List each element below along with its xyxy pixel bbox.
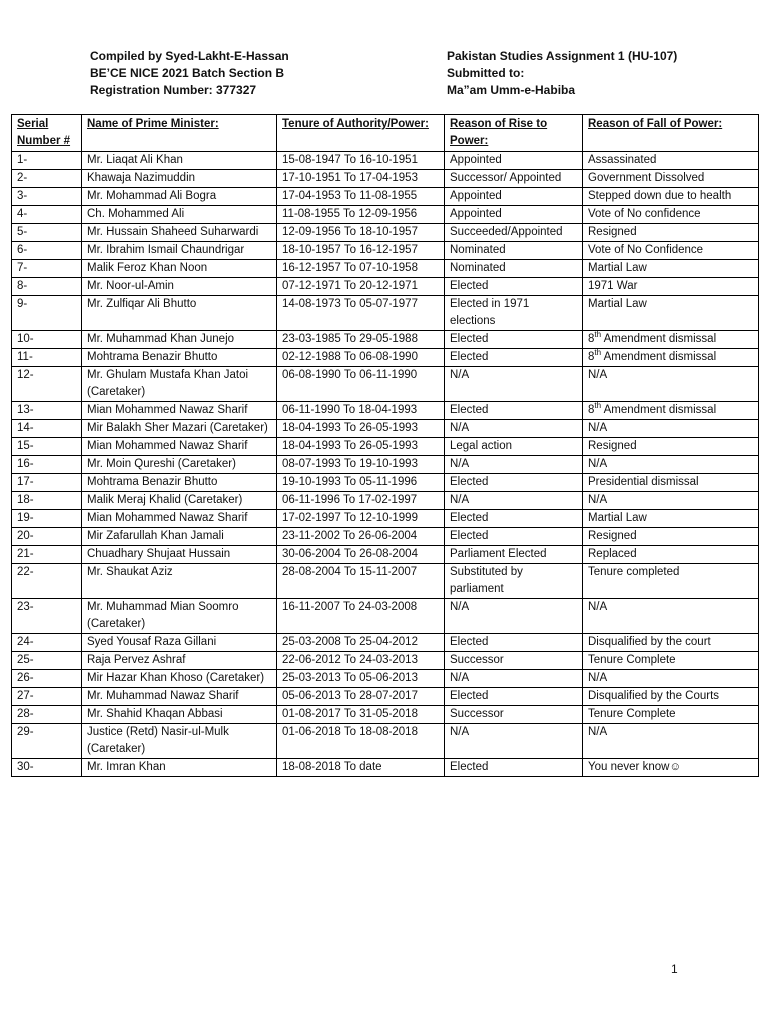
cell-serial-number: 1-: [12, 152, 82, 170]
cell-reason-fall: Vote of No Confidence: [583, 242, 759, 260]
cell-reason-fall: Tenure completed: [583, 564, 759, 599]
cell-reason-fall: N/A: [583, 367, 759, 402]
cell-tenure: 15-08-1947 To 16-10-1951: [277, 152, 445, 170]
cell-serial-number: 25-: [12, 652, 82, 670]
cell-serial-number: 29-: [12, 724, 82, 759]
cell-reason-fall: Tenure Complete: [583, 652, 759, 670]
batch-section: BE’CE NICE 2021 Batch Section B: [90, 66, 285, 80]
table-row: [12, 188, 759, 206]
cell-reason-rise: N/A: [445, 599, 583, 634]
cell-reason-fall: 1971 War: [583, 278, 759, 296]
cell-reason-fall: Disqualified by the Courts: [583, 688, 759, 706]
cell-tenure: 16-12-1957 To 07-10-1958: [277, 260, 445, 278]
cell-serial-number: 24-: [12, 634, 82, 652]
table-row: [12, 278, 759, 296]
cell-serial-number: 23-: [12, 599, 82, 634]
cell-tenure: 18-04-1993 To 26-05-1993: [277, 438, 445, 456]
cell-reason-fall: N/A: [583, 599, 759, 634]
cell-prime-minister-name: Mr. Liaqat Ali Khan: [82, 152, 277, 170]
cell-reason-rise: Elected: [445, 349, 583, 367]
cell-serial-number: 11-: [12, 349, 82, 367]
cell-reason-rise: N/A: [445, 724, 583, 759]
ordinal-suffix: th: [594, 348, 602, 358]
cell-tenure: 23-11-2002 To 26-06-2004: [277, 528, 445, 546]
cell-tenure: 07-12-1971 To 20-12-1971: [277, 278, 445, 296]
cell-prime-minister-name: Mr. Noor-ul-Amin: [82, 278, 277, 296]
cell-tenure: 06-08-1990 To 06-11-1990: [277, 367, 445, 402]
table-row: [12, 652, 759, 670]
cell-reason-fall: Stepped down due to health: [583, 188, 759, 206]
cell-reason-rise: Elected: [445, 331, 583, 349]
cell-reason-rise: Elected: [445, 402, 583, 420]
cell-prime-minister-name: Mr. Shaukat Aziz: [82, 564, 277, 599]
cell-reason-rise: Elected: [445, 759, 583, 777]
cell-tenure: 02-12-1988 To 06-08-1990: [277, 349, 445, 367]
cell-prime-minister-name: Ch. Mohammed Ali: [82, 206, 277, 224]
table-row: [12, 474, 759, 492]
cell-prime-minister-name: Syed Yousaf Raza Gillani: [82, 634, 277, 652]
cell-prime-minister-name: Mohtrama Benazir Bhutto: [82, 349, 277, 367]
cell-prime-minister-name: Mr. Muhammad Nawaz Sharif: [82, 688, 277, 706]
cell-serial-number: 20-: [12, 528, 82, 546]
prime-ministers-table: [11, 114, 759, 777]
cell-prime-minister-name: Mr. Ibrahim Ismail Chaundrigar: [82, 242, 277, 260]
cell-tenure: 17-02-1997 To 12-10-1999: [277, 510, 445, 528]
header-left-block: [90, 48, 430, 99]
amendment-number: 8: [588, 351, 595, 363]
table-row: [12, 420, 759, 438]
cell-serial-number: 21-: [12, 546, 82, 564]
table-row: [12, 759, 759, 777]
cell-reason-fall: Vote of No confidence: [583, 206, 759, 224]
cell-serial-number: 30-: [12, 759, 82, 777]
table-row: [12, 724, 759, 759]
cell-prime-minister-name: Malik Meraj Khalid (Caretaker): [82, 492, 277, 510]
cell-reason-fall: Martial Law: [583, 510, 759, 528]
cell-reason-fall: Government Dissolved: [583, 170, 759, 188]
cell-reason-fall: You never know☺: [583, 759, 759, 777]
cell-reason-rise: Elected: [445, 688, 583, 706]
cell-serial-number: 18-: [12, 492, 82, 510]
cell-serial-number: 13-: [12, 402, 82, 420]
page-number: 1: [671, 962, 678, 976]
cell-reason-fall: [583, 402, 759, 420]
cell-reason-rise: Appointed: [445, 188, 583, 206]
cell-reason-rise: Succeeded/Appointed: [445, 224, 583, 242]
cell-serial-number: 5-: [12, 224, 82, 242]
table-header-row: [12, 115, 759, 152]
amendment-number: 8: [588, 333, 595, 345]
table-row: [12, 242, 759, 260]
cell-reason-rise: Elected: [445, 510, 583, 528]
cell-reason-rise: Legal action: [445, 438, 583, 456]
cell-prime-minister-name: Khawaja Nazimuddin: [82, 170, 277, 188]
cell-prime-minister-name: Mir Zafarullah Khan Jamali: [82, 528, 277, 546]
table-body: [12, 152, 759, 777]
cell-reason-fall: Resigned: [583, 224, 759, 242]
cell-reason-rise: N/A: [445, 367, 583, 402]
cell-serial-number: 12-: [12, 367, 82, 402]
amendment-number: 8: [588, 404, 595, 416]
registration-number: Registration Number: 377327: [90, 83, 257, 97]
recipient-name: Ma”am Umm-e-Habiba: [447, 83, 576, 97]
cell-tenure: 18-08-2018 To date: [277, 759, 445, 777]
table-row: [12, 510, 759, 528]
cell-reason-rise: Nominated: [445, 242, 583, 260]
amendment-text: Amendment dismissal: [601, 351, 717, 363]
cell-tenure: 25-03-2008 To 25-04-2012: [277, 634, 445, 652]
ordinal-suffix: th: [594, 401, 602, 411]
cell-reason-rise: Elected in 1971 elections: [445, 296, 583, 331]
table-row: [12, 546, 759, 564]
cell-reason-fall: Tenure Complete: [583, 706, 759, 724]
cell-tenure: 23-03-1985 To 29-05-1988: [277, 331, 445, 349]
cell-prime-minister-name: Mr. Imran Khan: [82, 759, 277, 777]
cell-serial-number: 27-: [12, 688, 82, 706]
table-row: [12, 331, 759, 349]
table-row: [12, 456, 759, 474]
table-row: [12, 349, 759, 367]
cell-reason-rise: N/A: [445, 420, 583, 438]
cell-prime-minister-name: Mian Mohammed Nawaz Sharif: [82, 438, 277, 456]
cell-reason-fall: [583, 349, 759, 367]
cell-reason-rise: N/A: [445, 456, 583, 474]
table-row: [12, 706, 759, 724]
cell-prime-minister-name: Justice (Retd) Nasir-ul-Mulk (Caretaker): [82, 724, 277, 759]
cell-serial-number: 17-: [12, 474, 82, 492]
cell-prime-minister-name: Mian Mohammed Nawaz Sharif: [82, 402, 277, 420]
cell-tenure: 19-10-1993 To 05-11-1996: [277, 474, 445, 492]
cell-reason-fall: Replaced: [583, 546, 759, 564]
cell-tenure: 30-06-2004 To 26-08-2004: [277, 546, 445, 564]
table-row: [12, 170, 759, 188]
cell-reason-fall: Resigned: [583, 528, 759, 546]
compiled-by: Compiled by Syed-Lakht-E-Hassan: [90, 49, 289, 63]
cell-reason-rise: Elected: [445, 278, 583, 296]
cell-reason-fall: Resigned: [583, 438, 759, 456]
cell-tenure: 01-08-2017 To 31-05-2018: [277, 706, 445, 724]
cell-prime-minister-name: Mr. Ghulam Mustafa Khan Jatoi (Caretaker): [82, 367, 277, 402]
table-row: [12, 367, 759, 402]
table-row: [12, 564, 759, 599]
table-row: [12, 206, 759, 224]
cell-reason-rise: Elected: [445, 474, 583, 492]
cell-prime-minister-name: Chuadhary Shujaat Hussain: [82, 546, 277, 564]
cell-reason-rise: Parliament Elected: [445, 546, 583, 564]
cell-reason-rise: Nominated: [445, 260, 583, 278]
header-reason-rise: Reason of Rise to Power:: [445, 115, 583, 152]
cell-prime-minister-name: Mohtrama Benazir Bhutto: [82, 474, 277, 492]
header-prime-minister-name: Name of Prime Minister:: [82, 115, 277, 152]
amendment-text: Amendment dismissal: [601, 333, 717, 345]
cell-reason-rise: Successor: [445, 652, 583, 670]
table-row: [12, 688, 759, 706]
submitted-to-label: Submitted to:: [447, 66, 525, 80]
cell-reason-rise: Successor/ Appointed: [445, 170, 583, 188]
cell-serial-number: 15-: [12, 438, 82, 456]
cell-reason-rise: N/A: [445, 492, 583, 510]
cell-prime-minister-name: Mir Hazar Khan Khoso (Caretaker): [82, 670, 277, 688]
cell-tenure: 11-08-1955 To 12-09-1956: [277, 206, 445, 224]
cell-prime-minister-name: Mr. Shahid Khaqan Abbasi: [82, 706, 277, 724]
cell-reason-fall: Disqualified by the court: [583, 634, 759, 652]
cell-serial-number: 16-: [12, 456, 82, 474]
cell-prime-minister-name: Raja Pervez Ashraf: [82, 652, 277, 670]
cell-reason-fall: Martial Law: [583, 296, 759, 331]
amendment-text: Amendment dismissal: [601, 404, 717, 416]
cell-serial-number: 14-: [12, 420, 82, 438]
cell-tenure: 18-10-1957 To 16-12-1957: [277, 242, 445, 260]
cell-tenure: 22-06-2012 To 24-03-2013: [277, 652, 445, 670]
table-row: [12, 599, 759, 634]
cell-tenure: 05-06-2013 To 28-07-2017: [277, 688, 445, 706]
header-serial-number: Serial Number #: [12, 115, 82, 152]
header-reason-fall: Reason of Fall of Power:: [583, 115, 759, 152]
cell-reason-fall: Presidential dismissal: [583, 474, 759, 492]
table-row: [12, 260, 759, 278]
cell-tenure: 28-08-2004 To 15-11-2007: [277, 564, 445, 599]
cell-reason-fall: Assassinated: [583, 152, 759, 170]
cell-prime-minister-name: Mir Balakh Sher Mazari (Caretaker): [82, 420, 277, 438]
table-row: [12, 152, 759, 170]
cell-serial-number: 10-: [12, 331, 82, 349]
cell-serial-number: 3-: [12, 188, 82, 206]
table-row: [12, 492, 759, 510]
cell-tenure: 17-10-1951 To 17-04-1953: [277, 170, 445, 188]
table-row: [12, 224, 759, 242]
cell-prime-minister-name: Mr. Mohammad Ali Bogra: [82, 188, 277, 206]
cell-reason-rise: Substituted by parliament: [445, 564, 583, 599]
cell-serial-number: 6-: [12, 242, 82, 260]
cell-serial-number: 7-: [12, 260, 82, 278]
cell-reason-fall: [583, 331, 759, 349]
cell-reason-rise: Appointed: [445, 152, 583, 170]
cell-reason-rise: Appointed: [445, 206, 583, 224]
cell-tenure: 06-11-1996 To 17-02-1997: [277, 492, 445, 510]
table-row: [12, 296, 759, 331]
cell-serial-number: 8-: [12, 278, 82, 296]
cell-serial-number: 26-: [12, 670, 82, 688]
cell-tenure: 06-11-1990 To 18-04-1993: [277, 402, 445, 420]
cell-reason-fall: N/A: [583, 492, 759, 510]
cell-tenure: 16-11-2007 To 24-03-2008: [277, 599, 445, 634]
cell-tenure: 14-08-1973 To 05-07-1977: [277, 296, 445, 331]
cell-serial-number: 19-: [12, 510, 82, 528]
cell-tenure: 25-03-2013 To 05-06-2013: [277, 670, 445, 688]
cell-tenure: 12-09-1956 To 18-10-1957: [277, 224, 445, 242]
cell-serial-number: 2-: [12, 170, 82, 188]
cell-reason-fall: N/A: [583, 420, 759, 438]
cell-reason-fall: N/A: [583, 670, 759, 688]
cell-reason-fall: N/A: [583, 456, 759, 474]
cell-reason-rise: Elected: [445, 634, 583, 652]
cell-reason-rise: N/A: [445, 670, 583, 688]
cell-serial-number: 9-: [12, 296, 82, 331]
cell-reason-rise: Successor: [445, 706, 583, 724]
ordinal-suffix: th: [594, 330, 602, 340]
cell-serial-number: 22-: [12, 564, 82, 599]
assignment-title: Pakistan Studies Assignment 1 (HU-107): [447, 49, 678, 63]
table-row: [12, 634, 759, 652]
cell-prime-minister-name: Mr. Hussain Shaheed Suharwardi: [82, 224, 277, 242]
table-row: [12, 528, 759, 546]
cell-reason-fall: N/A: [583, 724, 759, 759]
header-right-block: [447, 48, 747, 99]
table-row: [12, 438, 759, 456]
cell-prime-minister-name: Mr. Zulfiqar Ali Bhutto: [82, 296, 277, 331]
table-row: [12, 402, 759, 420]
cell-serial-number: 4-: [12, 206, 82, 224]
cell-prime-minister-name: Mian Mohammed Nawaz Sharif: [82, 510, 277, 528]
cell-reason-fall: Martial Law: [583, 260, 759, 278]
cell-tenure: 18-04-1993 To 26-05-1993: [277, 420, 445, 438]
header-tenure: Tenure of Authority/Power:: [277, 115, 445, 152]
table-row: [12, 670, 759, 688]
cell-tenure: 01-06-2018 To 18-08-2018: [277, 724, 445, 759]
cell-prime-minister-name: Mr. Moin Qureshi (Caretaker): [82, 456, 277, 474]
cell-prime-minister-name: Mr. Muhammad Mian Soomro (Caretaker): [82, 599, 277, 634]
cell-serial-number: 28-: [12, 706, 82, 724]
cell-reason-rise: Elected: [445, 528, 583, 546]
cell-prime-minister-name: Mr. Muhammad Khan Junejo: [82, 331, 277, 349]
cell-tenure: 17-04-1953 To 11-08-1955: [277, 188, 445, 206]
cell-prime-minister-name: Malik Feroz Khan Noon: [82, 260, 277, 278]
cell-tenure: 08-07-1993 To 19-10-1993: [277, 456, 445, 474]
